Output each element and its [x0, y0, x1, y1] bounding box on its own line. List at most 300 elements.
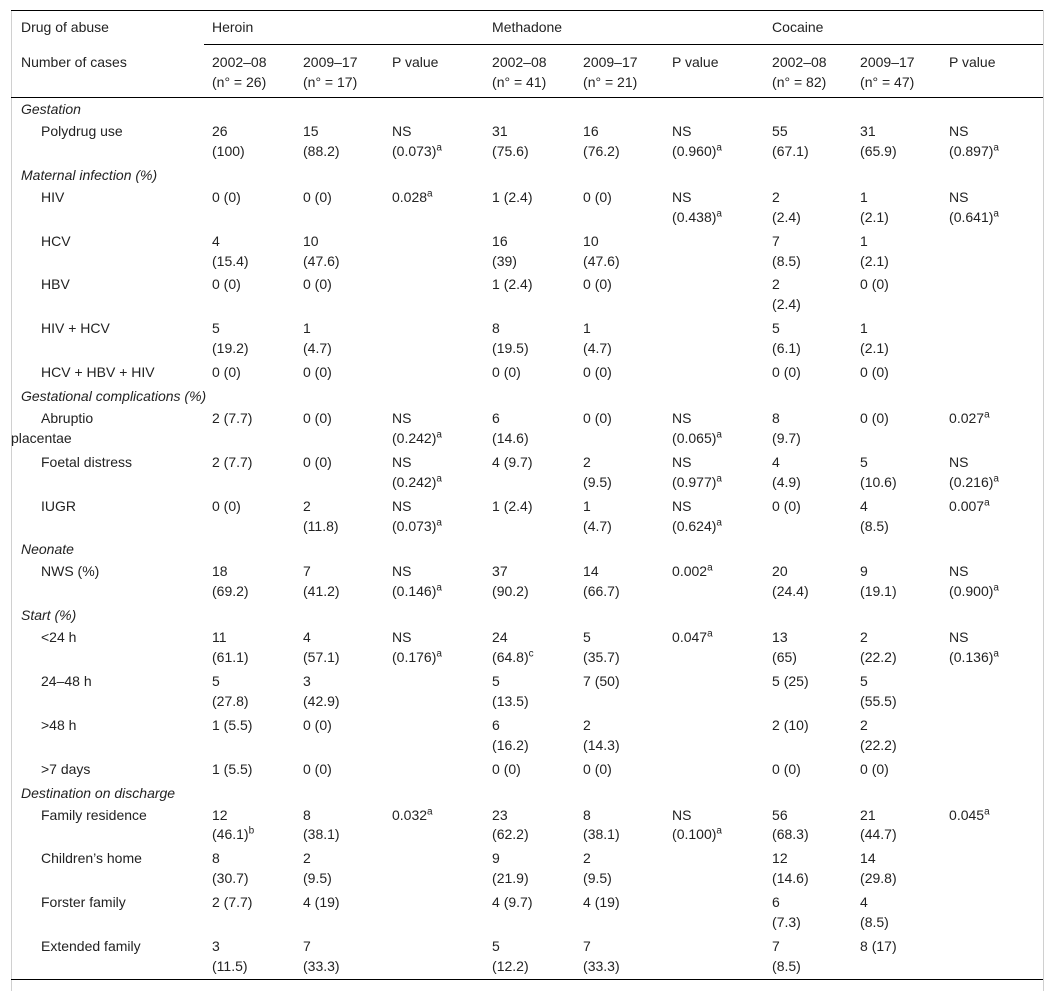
- header-col-1: [295, 45, 384, 98]
- cell-line: 0 (0): [860, 409, 889, 426]
- table-cell: [852, 758, 941, 782]
- cell-line: (0.100): [672, 826, 717, 843]
- table-cell: [204, 560, 295, 604]
- cell-line: (46.1): [212, 826, 249, 843]
- table-cell: [664, 230, 764, 274]
- cell-line: 16: [492, 232, 508, 249]
- row-label-line: Polydrug use: [41, 123, 123, 139]
- table-cell: [204, 120, 295, 164]
- cell-line: 0.045: [949, 806, 985, 823]
- cell-line: 4: [860, 894, 868, 911]
- cell-line: (0.897): [949, 142, 994, 159]
- cell-line: (68.3): [772, 826, 809, 843]
- table-cell: [575, 407, 664, 451]
- row-label-line: HIV + HCV: [41, 320, 110, 337]
- table-cell: [384, 714, 484, 758]
- section-label: Neonate: [21, 541, 74, 558]
- cell-line: (65.9): [860, 142, 897, 159]
- cell-line: 0 (0): [212, 276, 241, 293]
- cell-line: 1: [860, 232, 868, 249]
- table-cell: [575, 847, 664, 891]
- footnote-marker: a: [436, 429, 442, 441]
- cell-line: 55: [772, 123, 788, 139]
- table-cell: [484, 935, 575, 979]
- row-label-line: 24–48 h: [41, 673, 92, 690]
- row-label-line: Abruptio: [41, 409, 94, 426]
- cell-line: (39): [492, 252, 517, 269]
- cell-line: 7: [303, 938, 311, 954]
- cell-line: 0 (0): [212, 497, 241, 514]
- cell-line: 9: [860, 563, 868, 580]
- cell-line: 5: [860, 673, 868, 690]
- cell-line: 23: [492, 806, 508, 823]
- header-group-methadone: Methadone: [484, 11, 764, 45]
- section-label: Gestational complications (%): [21, 387, 207, 404]
- cell-line: (9.5): [583, 473, 612, 490]
- cell-line: 9: [492, 850, 500, 867]
- cell-line: 7: [772, 232, 780, 249]
- cell-line: 8: [772, 409, 780, 426]
- table-cell: [384, 120, 484, 164]
- table-cell: [852, 273, 941, 317]
- cell-line: 16: [583, 123, 599, 139]
- cell-line: 0 (0): [212, 364, 241, 381]
- cell-line: 14: [860, 850, 876, 867]
- row-label: [11, 935, 204, 979]
- table-cell: [664, 273, 764, 317]
- table-row: [11, 758, 1043, 782]
- cell-line: 2 (10): [772, 716, 809, 733]
- cell-line: 31: [492, 123, 508, 139]
- cell-line: 4: [860, 497, 868, 514]
- table-cell: [852, 626, 941, 670]
- cell-line: 0 (0): [303, 409, 332, 426]
- table-cell: [764, 758, 852, 782]
- cell-line: (69.2): [212, 583, 249, 600]
- cell-line: 2: [772, 276, 780, 293]
- footnote-marker: a: [993, 208, 999, 220]
- cell-line: (8.5): [772, 252, 801, 269]
- cell-line: (65): [772, 649, 797, 666]
- header-col-line: P value: [672, 54, 719, 70]
- table-cell: [295, 935, 384, 979]
- table-cell: [664, 758, 764, 782]
- header-col-line: 2002–08: [212, 54, 267, 70]
- cell-line: (7.3): [772, 914, 801, 931]
- cell-line: 56: [772, 806, 788, 823]
- cell-line: (12.2): [492, 957, 529, 974]
- footnote-marker: a: [707, 562, 713, 574]
- table-cell: [764, 230, 852, 274]
- table-cell: [852, 495, 941, 539]
- table-cell: [941, 626, 1043, 670]
- cell-line: 31: [860, 123, 876, 139]
- footnote-marker: a: [984, 496, 990, 508]
- table-cell: [204, 495, 295, 539]
- footnote-marker: a: [716, 473, 722, 485]
- cell-line: (0.216): [949, 473, 994, 490]
- table-cell: [484, 804, 575, 848]
- cell-line: 0 (0): [583, 188, 612, 205]
- table-cell: [384, 804, 484, 848]
- table-cell: [204, 670, 295, 714]
- section-row: [11, 98, 1043, 121]
- table-cell: [575, 935, 664, 979]
- cell-line: 5: [492, 938, 500, 954]
- cell-line: (57.1): [303, 649, 340, 666]
- row-label-line: Extended family: [41, 938, 141, 954]
- cell-line: NS: [392, 123, 412, 139]
- cell-line: 2: [860, 716, 868, 733]
- cell-line: 4 (9.7): [492, 894, 533, 911]
- footnote-marker: a: [707, 628, 713, 640]
- table-cell: [852, 407, 941, 451]
- cell-line: 0 (0): [303, 716, 332, 733]
- cell-line: (0.960): [672, 142, 717, 159]
- table-cell: [384, 935, 484, 979]
- header-col-line: P value: [392, 54, 439, 70]
- row-label-line: <24 h: [41, 629, 77, 646]
- cell-line: 1: [583, 497, 591, 514]
- table-cell: [575, 317, 664, 361]
- table-row: [11, 804, 1043, 848]
- cell-line: (24.4): [772, 583, 809, 600]
- cell-line: 0 (0): [772, 760, 801, 777]
- cell-line: 5: [772, 320, 780, 337]
- table-cell: [384, 560, 484, 604]
- table-cell: [484, 273, 575, 317]
- table-cell: [664, 804, 764, 848]
- table-cell: [664, 317, 764, 361]
- cell-line: (0.438): [672, 208, 717, 225]
- cell-line: (0.073): [392, 142, 437, 159]
- cell-line: 2 (7.7): [212, 409, 253, 426]
- table-cell: [484, 495, 575, 539]
- header-col-6: [764, 45, 852, 98]
- cell-line: (0.624): [672, 517, 717, 534]
- table-cell: [664, 560, 764, 604]
- row-label: [11, 186, 204, 230]
- cell-line: 24: [492, 629, 508, 646]
- table-cell: [575, 891, 664, 935]
- cell-line: (2.4): [772, 296, 801, 313]
- table-cell: [295, 560, 384, 604]
- cell-line: NS: [949, 188, 969, 205]
- cell-line: 0.032: [392, 806, 428, 823]
- table-cell: [941, 186, 1043, 230]
- header-col-2: [384, 45, 484, 98]
- table-cell: [764, 935, 852, 979]
- cell-line: (6.1): [772, 340, 801, 357]
- header-col-3: [484, 45, 575, 98]
- cell-line: (62.2): [492, 826, 529, 843]
- row-label: [11, 317, 204, 361]
- table-cell: [384, 670, 484, 714]
- cell-line: 0 (0): [303, 364, 332, 381]
- table-cell: [575, 273, 664, 317]
- cell-line: NS: [392, 497, 412, 514]
- header-col-5: [664, 45, 764, 98]
- table-body: [11, 98, 1043, 980]
- table-cell: [384, 451, 484, 495]
- table-cell: [204, 407, 295, 451]
- row-label-line: Children’s home: [41, 850, 142, 867]
- table-cell: [295, 407, 384, 451]
- cell-line: (14.3): [583, 736, 620, 753]
- cell-line: 26: [212, 123, 228, 139]
- cell-line: 0.027: [949, 409, 985, 426]
- table-cell: [852, 317, 941, 361]
- cell-line: 6: [772, 894, 780, 911]
- table-cell: [384, 317, 484, 361]
- cell-line: 8: [583, 806, 591, 823]
- header-col-line: (n° = 41): [492, 74, 547, 90]
- cell-line: (8.5): [860, 914, 889, 931]
- table-cell: [384, 891, 484, 935]
- table-cell: [764, 804, 852, 848]
- footnote-marker: a: [427, 805, 433, 817]
- cell-line: (10.6): [860, 473, 897, 490]
- footnote-marker: a: [984, 409, 990, 421]
- table-cell: [664, 451, 764, 495]
- cell-line: (0.073): [392, 517, 437, 534]
- section-row: [11, 782, 1043, 804]
- table-cell: [295, 670, 384, 714]
- table-row: [11, 891, 1043, 935]
- cell-line: NS: [392, 409, 412, 426]
- table-cell: [575, 230, 664, 274]
- cell-line: 2: [303, 497, 311, 514]
- cell-line: NS: [392, 453, 412, 470]
- cell-line: 0 (0): [303, 188, 332, 205]
- cell-line: 5: [212, 320, 220, 337]
- cell-line: (0.146): [392, 583, 437, 600]
- row-label-line: Forster family: [41, 894, 126, 911]
- cell-line: 4 (19): [303, 894, 340, 911]
- cell-line: 8 (17): [860, 938, 897, 954]
- footnote-marker: a: [427, 188, 433, 200]
- row-label-line: >7 days: [41, 760, 91, 777]
- cell-line: (0.900): [949, 583, 994, 600]
- footnote-marker: a: [993, 142, 999, 154]
- table-cell: [295, 361, 384, 385]
- row-label: [11, 120, 204, 164]
- header-col-line: 2009–17: [303, 54, 358, 70]
- row-label: [11, 847, 204, 891]
- row-label: [11, 451, 204, 495]
- table-cell: [295, 714, 384, 758]
- table-row: [11, 120, 1043, 164]
- cell-line: (2.1): [860, 340, 889, 357]
- section-row: [11, 164, 1043, 186]
- cell-line: (22.2): [860, 736, 897, 753]
- table-cell: [484, 407, 575, 451]
- header-cases-label: Number of cases: [11, 45, 204, 98]
- table-cell: [664, 891, 764, 935]
- footnote-marker: a: [436, 142, 442, 154]
- table-cell: [941, 451, 1043, 495]
- cell-line: 6: [492, 409, 500, 426]
- table-cell: [852, 670, 941, 714]
- cell-line: 0.028: [392, 188, 428, 205]
- section-label: Maternal infection (%): [21, 166, 158, 183]
- header-col-line: (n° = 26): [212, 74, 267, 90]
- table-cell: [941, 317, 1043, 361]
- footnote-marker: a: [993, 582, 999, 594]
- table-cell: [941, 560, 1043, 604]
- cell-line: 0 (0): [772, 364, 801, 381]
- cell-line: (38.1): [583, 826, 620, 843]
- cell-line: 20: [772, 563, 788, 580]
- table-cell: [295, 847, 384, 891]
- table-cell: [764, 560, 852, 604]
- row-label-line: Family residence: [41, 806, 147, 823]
- cell-line: 0 (0): [860, 760, 889, 777]
- cell-line: 13: [772, 629, 788, 646]
- table-cell: [295, 626, 384, 670]
- cell-line: 18: [212, 563, 228, 580]
- cell-line: 2: [583, 453, 591, 470]
- table-cell: [764, 317, 852, 361]
- table-cell: [295, 758, 384, 782]
- cell-line: 10: [303, 232, 319, 249]
- cell-line: (61.1): [212, 649, 249, 666]
- cell-line: (41.2): [303, 583, 340, 600]
- footnote-marker: b: [248, 825, 255, 837]
- footnote-marker: a: [436, 473, 442, 485]
- header-col-0: [204, 45, 295, 98]
- header-col-line: P value: [949, 54, 996, 70]
- table-cell: [295, 230, 384, 274]
- cell-line: 2: [860, 629, 868, 646]
- cell-line: 0 (0): [583, 276, 612, 293]
- cell-line: 3: [303, 673, 311, 690]
- cell-line: 0.002: [672, 563, 708, 580]
- table-cell: [852, 891, 941, 935]
- table-cell: [575, 758, 664, 782]
- cell-line: 7: [303, 563, 311, 580]
- row-label-line: IUGR: [41, 497, 76, 514]
- table-cell: [204, 361, 295, 385]
- table-cell: [664, 670, 764, 714]
- cell-line: (4.7): [583, 517, 612, 534]
- table-row: [11, 560, 1043, 604]
- data-table: [11, 10, 1043, 980]
- table-row: [11, 714, 1043, 758]
- cell-line: 15: [303, 123, 319, 139]
- cell-line: NS: [949, 123, 969, 139]
- row-label: [11, 714, 204, 758]
- cell-line: 8: [492, 320, 500, 337]
- table-cell: [941, 230, 1043, 274]
- cell-line: 3: [212, 938, 220, 954]
- header-row-cases: [11, 45, 1043, 98]
- table-cell: [575, 560, 664, 604]
- cell-line: (55.5): [860, 692, 897, 709]
- cell-line: (0.176): [392, 649, 437, 666]
- cell-line: 2: [772, 188, 780, 205]
- cell-line: 1: [860, 320, 868, 337]
- header-col-line: 2002–08: [772, 54, 827, 70]
- table-cell: [295, 451, 384, 495]
- cell-line: (0.242): [392, 429, 437, 446]
- table-cell: [295, 804, 384, 848]
- cell-line: (38.1): [303, 826, 340, 843]
- cell-line: 1: [303, 320, 311, 337]
- cell-line: NS: [672, 409, 692, 426]
- table-cell: [204, 186, 295, 230]
- header-col-line: (n° = 82): [772, 74, 827, 90]
- table-cell: [295, 317, 384, 361]
- table-cell: [941, 495, 1043, 539]
- table-cell: [384, 361, 484, 385]
- table-cell: [852, 935, 941, 979]
- cell-line: NS: [392, 563, 412, 580]
- cell-line: (9.7): [772, 429, 801, 446]
- cell-line: (30.7): [212, 870, 249, 887]
- table-cell: [484, 120, 575, 164]
- cell-line: 21: [860, 806, 876, 823]
- cell-line: 0 (0): [860, 276, 889, 293]
- footnote-marker: a: [716, 429, 722, 441]
- table-cell: [764, 847, 852, 891]
- cell-line: (47.6): [583, 252, 620, 269]
- table-row: [11, 935, 1043, 979]
- header-col-line: (n° = 21): [583, 74, 638, 90]
- cell-line: 0 (0): [583, 364, 612, 381]
- row-label: [11, 670, 204, 714]
- row-label-line: HBV: [41, 276, 70, 293]
- cell-line: (0.242): [392, 473, 437, 490]
- cell-line: 12: [772, 850, 788, 867]
- table-cell: [575, 495, 664, 539]
- cell-line: (8.5): [772, 957, 801, 974]
- table-cell: [484, 317, 575, 361]
- cell-line: (4.7): [303, 340, 332, 357]
- table-cell: [664, 847, 764, 891]
- cell-line: 2: [583, 716, 591, 733]
- cell-line: (9.5): [583, 870, 612, 887]
- cell-line: 4 (19): [583, 894, 620, 911]
- cell-line: 7 (50): [583, 673, 620, 690]
- table-cell: [204, 714, 295, 758]
- header-group-heroin: Heroin: [204, 11, 484, 45]
- table-cell: [384, 273, 484, 317]
- table-cell: [941, 935, 1043, 979]
- table-row: [11, 273, 1043, 317]
- table-cell: [484, 758, 575, 782]
- cell-line: NS: [949, 453, 969, 470]
- header-col-line: (n° = 17): [303, 74, 358, 90]
- header-col-line: (n° = 47): [860, 74, 915, 90]
- cell-line: 1: [860, 188, 868, 205]
- row-label-line: NWS (%): [41, 563, 100, 580]
- row-label: [11, 804, 204, 848]
- cell-line: (2.4): [772, 208, 801, 225]
- footnote-marker: a: [436, 648, 442, 660]
- table-row: [11, 317, 1043, 361]
- header-col-line: 2009–17: [583, 54, 638, 70]
- cell-line: (0.977): [672, 473, 717, 490]
- table-row: [11, 186, 1043, 230]
- cell-line: (11.8): [303, 517, 339, 534]
- table-cell: [484, 230, 575, 274]
- table-cell: [204, 626, 295, 670]
- header-group-cocaine: Cocaine: [764, 11, 1043, 45]
- table-cell: [204, 758, 295, 782]
- section-label: Destination on discharge: [21, 784, 176, 801]
- table-cell: [941, 758, 1043, 782]
